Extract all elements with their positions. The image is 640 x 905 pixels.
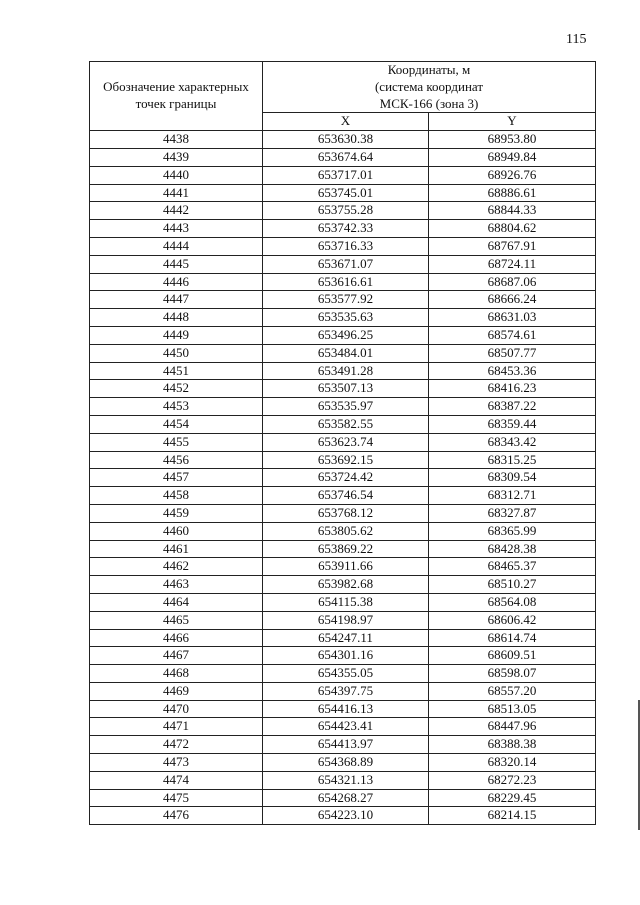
table-row — [90, 540, 596, 558]
x-coordinate-cell: 654355.05 — [263, 665, 429, 683]
y-coordinate-cell: 68631.03 — [429, 309, 596, 327]
point-number-cell: 4462 — [90, 558, 263, 576]
point-number-cell: 4441 — [90, 184, 263, 202]
y-coordinate-cell: 68886.61 — [429, 184, 596, 202]
table-row — [90, 415, 596, 433]
x-coordinate-cell: 654223.10 — [263, 807, 429, 825]
x-coordinate-cell: 653616.61 — [263, 273, 429, 291]
y-coordinate-cell: 68447.96 — [429, 718, 596, 736]
coordinates-table — [89, 61, 596, 825]
y-coordinate-cell: 68214.15 — [429, 807, 596, 825]
y-coordinate-cell: 68320.14 — [429, 754, 596, 772]
y-coordinate-cell: 68315.25 — [429, 451, 596, 469]
point-number-cell: 4449 — [90, 326, 263, 344]
y-coordinate-cell: 68428.38 — [429, 540, 596, 558]
y-coordinate-cell: 68416.23 — [429, 380, 596, 398]
table-row — [90, 611, 596, 629]
table-row — [90, 398, 596, 416]
y-coordinate-cell: 68804.62 — [429, 220, 596, 238]
table-row — [90, 736, 596, 754]
x-coordinate-cell: 653716.33 — [263, 237, 429, 255]
table-row — [90, 718, 596, 736]
table-row — [90, 291, 596, 309]
point-number-cell: 4450 — [90, 344, 263, 362]
point-number-cell: 4468 — [90, 665, 263, 683]
table-row — [90, 558, 596, 576]
x-coordinate-cell: 653724.42 — [263, 469, 429, 487]
point-number-cell: 4473 — [90, 754, 263, 772]
table-row — [90, 771, 596, 789]
table-row — [90, 202, 596, 220]
x-coordinate-cell: 654268.27 — [263, 789, 429, 807]
x-coordinate-cell: 654247.11 — [263, 629, 429, 647]
table-row — [90, 184, 596, 202]
y-coordinate-cell: 68465.37 — [429, 558, 596, 576]
point-number-cell: 4464 — [90, 593, 263, 611]
table-row — [90, 504, 596, 522]
x-coordinate-cell: 653869.22 — [263, 540, 429, 558]
table-row — [90, 665, 596, 683]
point-number-cell: 4476 — [90, 807, 263, 825]
point-number-cell: 4444 — [90, 237, 263, 255]
point-number-cell: 4438 — [90, 131, 263, 149]
header-point-designation: Обозначение характерных точек границы — [90, 62, 263, 131]
point-number-cell: 4448 — [90, 309, 263, 327]
y-coordinate-cell: 68327.87 — [429, 504, 596, 522]
table-row — [90, 344, 596, 362]
point-number-cell: 4457 — [90, 469, 263, 487]
x-coordinate-cell: 653742.33 — [263, 220, 429, 238]
x-coordinate-cell: 653755.28 — [263, 202, 429, 220]
page-number: 115 — [566, 32, 587, 47]
table-body — [90, 131, 596, 825]
y-coordinate-cell: 68510.27 — [429, 576, 596, 594]
point-number-cell: 4456 — [90, 451, 263, 469]
point-number-cell: 4446 — [90, 273, 263, 291]
y-coordinate-cell: 68666.24 — [429, 291, 596, 309]
y-coordinate-cell: 68229.45 — [429, 789, 596, 807]
table-row — [90, 131, 596, 149]
y-coordinate-cell: 68724.11 — [429, 255, 596, 273]
point-number-cell: 4472 — [90, 736, 263, 754]
table-row — [90, 148, 596, 166]
x-coordinate-cell: 653484.01 — [263, 344, 429, 362]
x-coordinate-cell: 653577.92 — [263, 291, 429, 309]
table-row — [90, 754, 596, 772]
point-number-cell: 4443 — [90, 220, 263, 238]
point-number-cell: 4465 — [90, 611, 263, 629]
y-coordinate-cell: 68388.38 — [429, 736, 596, 754]
point-number-cell: 4475 — [90, 789, 263, 807]
y-coordinate-cell: 68343.42 — [429, 433, 596, 451]
y-coordinate-cell: 68557.20 — [429, 682, 596, 700]
x-coordinate-cell: 654321.13 — [263, 771, 429, 789]
point-number-cell: 4460 — [90, 522, 263, 540]
point-number-cell: 4471 — [90, 718, 263, 736]
x-coordinate-cell: 653496.25 — [263, 326, 429, 344]
table-row — [90, 220, 596, 238]
table-row — [90, 629, 596, 647]
y-coordinate-cell: 68272.23 — [429, 771, 596, 789]
header-coordinates-line-3: МСК-166 (зона 3) — [379, 95, 479, 111]
x-coordinate-cell: 654368.89 — [263, 754, 429, 772]
table-row — [90, 237, 596, 255]
point-number-cell: 4453 — [90, 398, 263, 416]
y-coordinate-cell: 68387.22 — [429, 398, 596, 416]
point-number-cell: 4439 — [90, 148, 263, 166]
table-row — [90, 451, 596, 469]
table-row — [90, 807, 596, 825]
table-row — [90, 326, 596, 344]
x-coordinate-cell: 653746.54 — [263, 487, 429, 505]
point-number-cell: 4455 — [90, 433, 263, 451]
point-number-cell: 4447 — [90, 291, 263, 309]
y-coordinate-cell: 68312.71 — [429, 487, 596, 505]
y-coordinate-cell: 68953.80 — [429, 131, 596, 149]
point-number-cell: 4445 — [90, 255, 263, 273]
y-coordinate-cell: 68507.77 — [429, 344, 596, 362]
point-number-cell: 4466 — [90, 629, 263, 647]
x-coordinate-cell: 653674.64 — [263, 148, 429, 166]
table-row — [90, 789, 596, 807]
x-coordinate-cell: 653623.74 — [263, 433, 429, 451]
y-coordinate-cell: 68564.08 — [429, 593, 596, 611]
x-coordinate-cell: 653768.12 — [263, 504, 429, 522]
x-coordinate-cell: 654397.75 — [263, 682, 429, 700]
y-coordinate-cell: 68309.54 — [429, 469, 596, 487]
table-row — [90, 166, 596, 184]
table-row — [90, 593, 596, 611]
x-coordinate-cell: 654301.16 — [263, 647, 429, 665]
table-row — [90, 362, 596, 380]
header-coordinates — [263, 62, 596, 113]
table-row — [90, 309, 596, 327]
x-coordinate-cell: 653717.01 — [263, 166, 429, 184]
table-row — [90, 576, 596, 594]
y-coordinate-cell: 68574.61 — [429, 326, 596, 344]
x-coordinate-cell: 654416.13 — [263, 700, 429, 718]
header-coordinates-line-1: Координаты, м — [387, 62, 471, 77]
y-coordinate-cell: 68513.05 — [429, 700, 596, 718]
header-coordinates-line-2: (система координат — [374, 78, 484, 94]
table-row — [90, 647, 596, 665]
table-row — [90, 380, 596, 398]
x-coordinate-cell: 653911.66 — [263, 558, 429, 576]
header-y: Y — [429, 113, 596, 131]
point-number-cell: 4452 — [90, 380, 263, 398]
table-row — [90, 682, 596, 700]
x-coordinate-cell: 654115.38 — [263, 593, 429, 611]
y-coordinate-cell: 68767.91 — [429, 237, 596, 255]
y-coordinate-cell: 68609.51 — [429, 647, 596, 665]
point-number-cell: 4458 — [90, 487, 263, 505]
y-coordinate-cell: 68687.06 — [429, 273, 596, 291]
table-row — [90, 433, 596, 451]
point-number-cell: 4470 — [90, 700, 263, 718]
y-coordinate-cell: 68614.74 — [429, 629, 596, 647]
point-number-cell: 4454 — [90, 415, 263, 433]
point-number-cell: 4474 — [90, 771, 263, 789]
table-row — [90, 273, 596, 291]
y-coordinate-cell: 68359.44 — [429, 415, 596, 433]
x-coordinate-cell: 653745.01 — [263, 184, 429, 202]
x-coordinate-cell: 653982.68 — [263, 576, 429, 594]
x-coordinate-cell: 653671.07 — [263, 255, 429, 273]
x-coordinate-cell: 653507.13 — [263, 380, 429, 398]
point-number-cell: 4459 — [90, 504, 263, 522]
point-number-cell: 4469 — [90, 682, 263, 700]
x-coordinate-cell: 653491.28 — [263, 362, 429, 380]
y-coordinate-cell: 68598.07 — [429, 665, 596, 683]
point-number-cell: 4451 — [90, 362, 263, 380]
point-number-cell: 4467 — [90, 647, 263, 665]
y-coordinate-cell: 68949.84 — [429, 148, 596, 166]
y-coordinate-cell: 68365.99 — [429, 522, 596, 540]
x-coordinate-cell: 653535.63 — [263, 309, 429, 327]
x-coordinate-cell: 654198.97 — [263, 611, 429, 629]
point-number-cell: 4463 — [90, 576, 263, 594]
x-coordinate-cell: 653535.97 — [263, 398, 429, 416]
table-row — [90, 255, 596, 273]
point-number-cell: 4461 — [90, 540, 263, 558]
header-x: X — [263, 113, 429, 131]
y-coordinate-cell: 68453.36 — [429, 362, 596, 380]
x-coordinate-cell: 653692.15 — [263, 451, 429, 469]
y-coordinate-cell: 68926.76 — [429, 166, 596, 184]
table-row — [90, 700, 596, 718]
point-number-cell: 4440 — [90, 166, 263, 184]
x-coordinate-cell: 653582.55 — [263, 415, 429, 433]
table-row — [90, 469, 596, 487]
point-number-cell: 4442 — [90, 202, 263, 220]
x-coordinate-cell: 653630.38 — [263, 131, 429, 149]
x-coordinate-cell: 654413.97 — [263, 736, 429, 754]
y-coordinate-cell: 68606.42 — [429, 611, 596, 629]
y-coordinate-cell: 68844.33 — [429, 202, 596, 220]
table-row — [90, 522, 596, 540]
x-coordinate-cell: 653805.62 — [263, 522, 429, 540]
x-coordinate-cell: 654423.41 — [263, 718, 429, 736]
table-row — [90, 487, 596, 505]
